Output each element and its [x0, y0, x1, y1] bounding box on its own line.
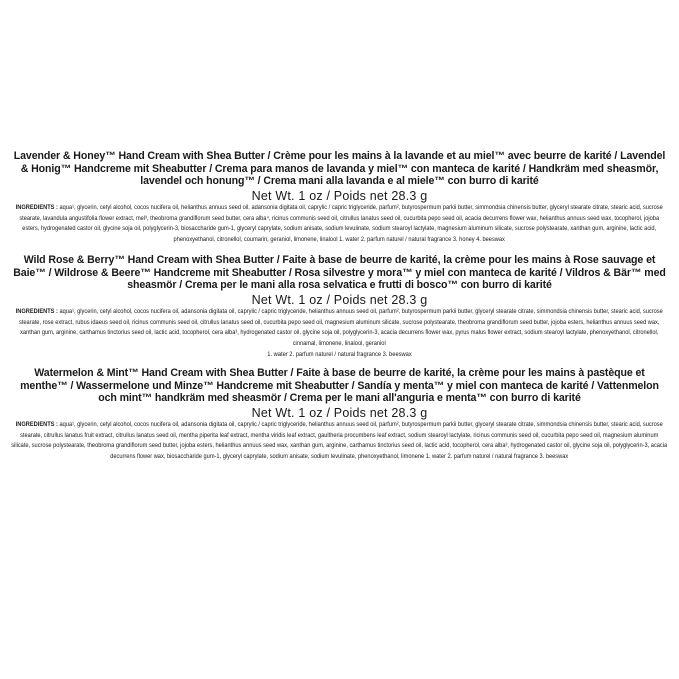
footnotes: 1. water 2. parfum naturel / natural fragrance 3. honey 4. beeswax — [339, 236, 506, 244]
product-watermelon-mint — [10, 367, 669, 463]
product-lavender-honey — [10, 150, 669, 246]
net-weight: Net Wt. 1 oz / Poids net 28.3 g — [251, 405, 428, 420]
product-title: Wild Rose & Berry™ Hand Cream with Shea Butter / Faite à base de beurre de karité, la crème pour les mains à Rose sauvage et Baie™ / Wildrose & Beere™ Handcreme mit Sheabutter / Rosa silvestre y mora™ y miel con manteca de karité / Vildros & Bär™ med sheasmör / Crema per le mani alla rosa selvatica e frutti di bosco™ con burro di karité — [13, 253, 666, 292]
footnotes: 1. water 2. parfum naturel / natural fragrance 3. beeswax — [267, 350, 412, 358]
net-weight: Net Wt. 1 oz / Poids net 28.3 g — [251, 188, 428, 203]
ingredients-text: aqua¹, glycerin, cetyl alcohol, cocos nucifera oil, helianthus annuus seed oil, adansonia digitata oil, caprylic / capric triglyceride, parfum², butyrospermum parkii butter, simmondsia chinensis butter, glyceryl stearate citrate, stearic acid, sucrose stearate, lavandula angustifolia flower extract, mel³, theobroma grandiflorum seed butter, cera alba⁴, ricinus communis seed oil, citrullus lanatus seed oil, cucurbita pepo seed oil, acacia decurrens flower wax, helianthus annuus seed wax, tocopherol, jojoba esters, hydrogenated castor oil, glycine soja oil, polyglycerin-3, biosaccharide gum-1, glyceryl caprylate, sodium anisate, sodium levulinate, sodium stearoyl lactylate, magnesium aluminum silicate, sucrose polystearate, xanthan gum, arginine, lactic acid, phenoxyethanol, citronellol, coumarin, geraniol, limonene, linalool — [19, 203, 664, 244]
ingredients-list — [11, 203, 668, 246]
ingredients-text: aqua¹, glycerin, cetyl alcohol, cocos nucifera oil, adansonia digitata oil, caprylic / capric triglyceride, helianthus annuus seed oil, parfum², butyrospermum parkii butter, glyceryl stearate citrate, simmondsia chinensis butter, stearic acid, sucrose stearate, citrullus lanatus fruit extract, citrullus lanatus seed oil, mentha piperita leaf extract, mentha viridis leaf extract, gaultheria procumbens leaf extract, sodium stearoyl lactylate, ricinus communis seed oil, cucurbita pepo seed oil, magnesium aluminum silicate, sucrose polystearate, theobroma grandiflorum seed butter, jojoba esters, helianthus annuus seed wax, xanthan gum, arginine, carthamus tinctorius seed oil, lactic acid, tocopherol, cera alba³, hydrogenated castor oil, glycine soja oil, polyglycerin-3, acacia decurrens flower wax, biosaccharide gum-1, glyceryl caprylate, sodium anisate, sodium levulinate, phenoxyethanol, limonene — [11, 420, 668, 461]
product-wild-rose-berry — [10, 254, 669, 359]
net-weight: Net Wt. 1 oz / Poids net 28.3 g — [251, 292, 428, 307]
ingredients-list — [11, 307, 668, 350]
ingredients-list — [11, 420, 668, 463]
ingredient-label-sheet — [10, 150, 669, 471]
ingredients-heading: INGREDIENTS : — [15, 420, 59, 428]
ingredients-heading: INGREDIENTS : — [15, 307, 59, 315]
footnotes: 1. water 2. parfum naturel / natural fragrance 3. beeswax — [426, 453, 569, 461]
ingredients-heading: INGREDIENTS : — [15, 203, 59, 211]
product-title: Watermelon & Mint™ Hand Cream with Shea Butter / Faite à base de beurre de karité, la crème pour les mains à pastèque et menthe™ / Wassermelone und Minze™ Handcreme mit Sheabutter / Sandía y menta™ y miel con manteca de karité / Vattenmelon och mint™ handkräm med sheasmör / Crema per le mani all'anguria e menta™ con burro di karité — [20, 366, 659, 405]
ingredients-text: aqua¹, glycerin, cetyl alcohol, cocos nucifera oil, adansonia digitata oil, caprylic / capric triglyceride, helianthus annuus seed oil, parfum², butyrospermum parkii butter, glyceryl stearate citrate, simmondsia chinensis butter, stearic acid, sucrose stearate, rose extract, rubus idaeus seed oil, ricinus communis seed oil, citrullus lanatus seed oil, cucurbita pepo seed oil, magnesium aluminum silicate, sucrose polystearate, theobroma grandiflorum seed butter, jojoba esters, helianthus annuus seed wax, xanthan gum, arginine, carthamus tinctorius seed oil, lactic acid, tocopherol, cera alba³, hydrogenated castor oil, glycine soja oil, polyglycerin-3, acacia decurrens flower wax, pyrus malus flower extract, sodium stearoyl lactylate, phenoxyethanol, citronellol, cinnamal, limonene, linalool, geraniol — [19, 307, 664, 348]
product-title: Lavender & Honey™ Hand Cream with Shea Butter / Crème pour les mains à la lavande et au miel™ avec beurre de karité / Lavendel & Honig™ Handcreme mit Sheabutter / Crema para manos de lavanda y miel™ con manteca de karité / Handkräm med sheasmör, lavendel och honung™ / Crema mani alla lavanda e al miele™ con burro di karité — [13, 150, 666, 188]
